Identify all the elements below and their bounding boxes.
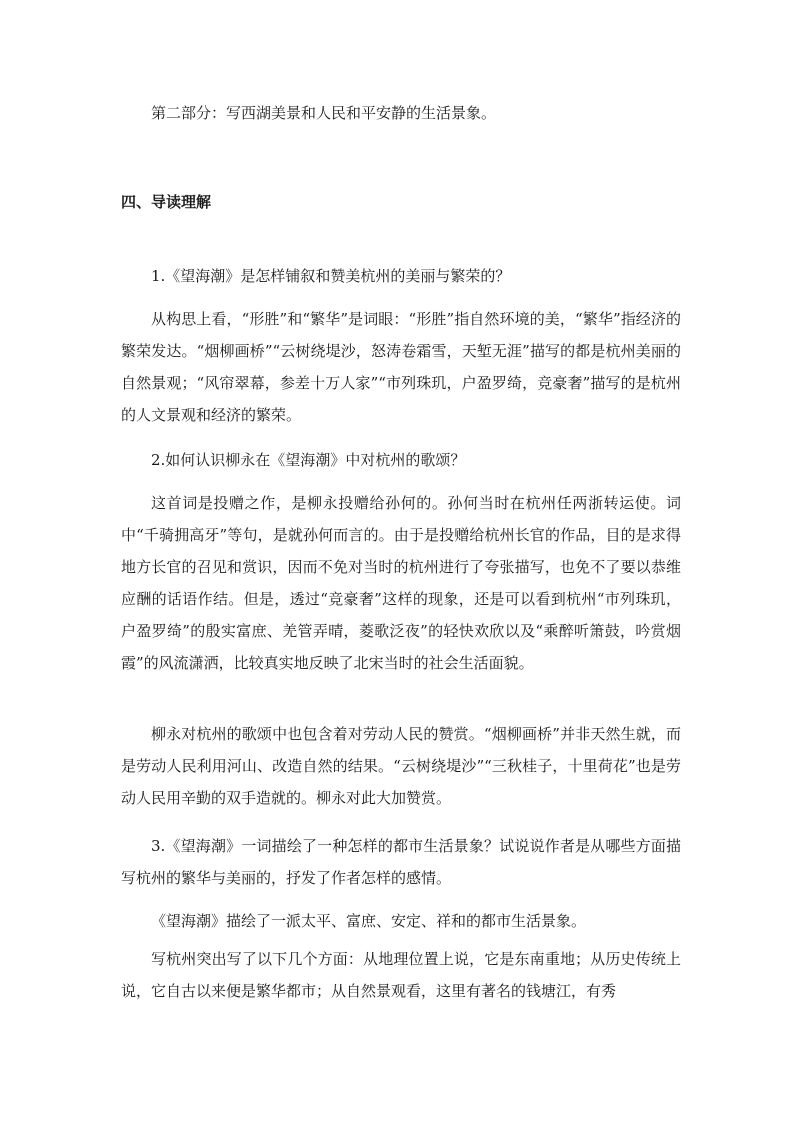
question-2: 2.如何认识柳永在《望海潮》中对杭州的歌颂？	[151, 451, 466, 469]
question-1: 1.《望海潮》是怎样铺叙和赞美杭州的美丽与繁荣的？	[151, 267, 511, 285]
intro-line: 第二部分：写西湖美景和人民和平安静的生活景象。	[151, 104, 497, 122]
section-heading: 四、导读理解	[121, 193, 212, 211]
answer-3-block	[121, 943, 681, 1007]
question-3-block	[121, 830, 681, 894]
question-3: 3.《望海潮》一词描绘了一种怎样的都市生活景象？试说说作者是从哪些方面描写杭州的繁华与美丽的，抒发了作者怎样的感情。	[121, 837, 681, 887]
answer-3-paragraph-1: 《望海潮》描绘了一派太平、富庶、安定、祥和的都市生活景象。	[151, 912, 587, 930]
answer-2-block-2	[121, 718, 681, 814]
answer-2-block	[121, 487, 681, 679]
answer-2-paragraph-1: 这首词是投赠之作，是柳永投赠给孙何的。孙何当时在杭州任两浙转运使。词中“千骑拥高牙”等句，是就孙何而言的。由于是投赠给杭州长官的作品，目的是求得地方长官的召见和赏识，因而不免对当时的杭州进行了夸张描写，也免不了要以恭维应酬的话语作结。但是，透过“竞豪奢”这样的现象，还是可以看到杭州“市列珠玑，户盈罗绮”的殷实富庶、羌管弄晴，菱歌泛夜”的轻快欢欣以及“乘醉听箫鼓，吟赏烟霞”的风流潇洒，比较真实地反映了北宋当时的社会生活面貌。	[121, 494, 681, 672]
answer-2-paragraph-2: 柳永对杭州的歌颂中也包含着对劳动人民的赞赏。“烟柳画桥”并非天然生就，而是劳动人民利用河山、改造自然的结果。“云树绕堤沙”“三秋桂子，十里荷花”也是劳动人民用辛勤的双手造就的。柳永对此大加赞赏。	[121, 725, 681, 807]
answer-3-paragraph-2: 写杭州突出写了以下几个方面：从地理位置上说，它是东南重地；从历史传统上说，它自古以来便是繁华都市；从自然景观看，这里有著名的钱塘江，有秀	[121, 950, 681, 1000]
answer-1-block	[121, 303, 681, 431]
answer-1-paragraph: 从构思上看，“形胜”和“繁华”是词眼：“形胜”指自然环境的美，“繁华”指经济的繁荣发达。“烟柳画桥”“云树绕堤沙，怒涛卷霜雪，天堑无涯”描写的都是杭州美丽的自然景观；“风帘翠幕，参差十万人家”“市列珠玑，户盈罗绮，竞豪奢”描写的是杭州的人文景观和经济的繁荣。	[121, 310, 681, 424]
